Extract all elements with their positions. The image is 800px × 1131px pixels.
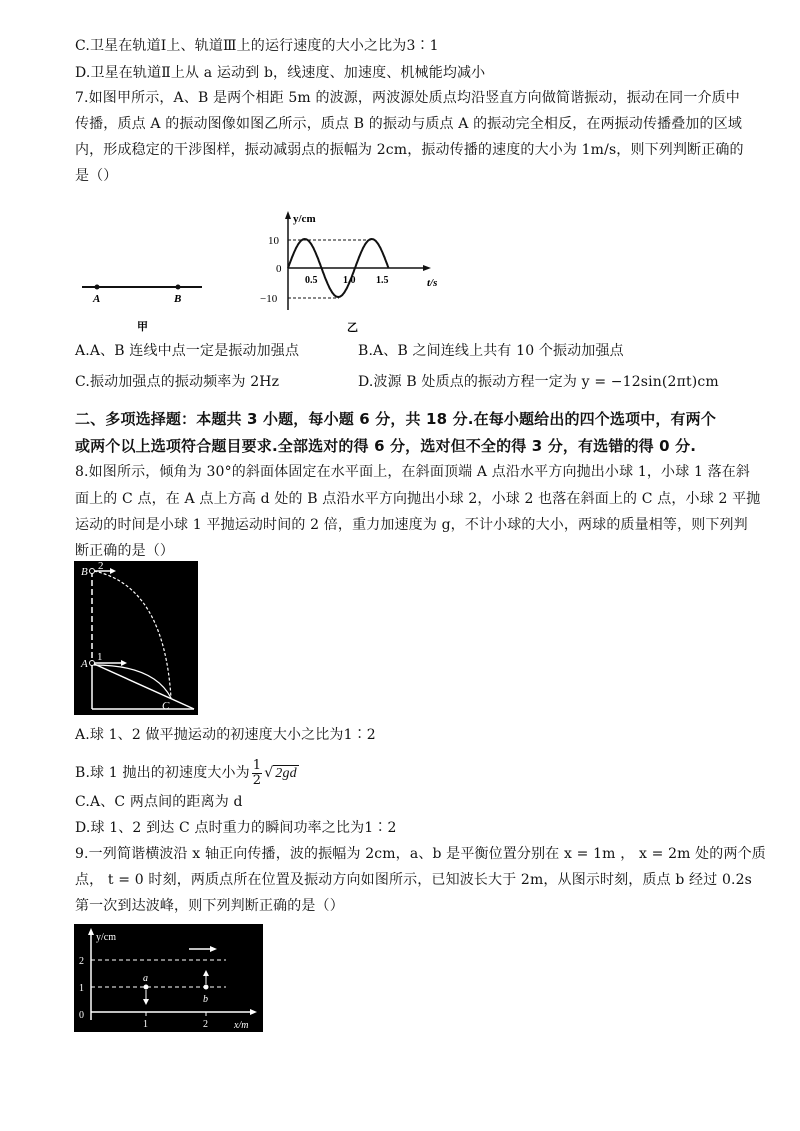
label-a: A [81, 658, 88, 670]
q8-stem-line: 运动的时间是小球 1 平抛运动时间的 2 倍，重力加速度为 g，不计小球的大小，两球的质量相等，则下列判 [75, 517, 748, 533]
q8-option-d: D.球 1、2 到达 C 点时重力的瞬间功率之比为1∶2 [75, 820, 397, 836]
label-a: a [143, 973, 148, 984]
caption-yi: 乙 [347, 322, 358, 334]
q7-stem-line: 传播，质点 A 的振动图像如图乙所示，质点 B 的振动与质点 A 的振动完全相反，在两振动传播叠加的区域 [75, 116, 743, 132]
figure-q9-wave [74, 924, 263, 1032]
q7-option-a: A.A、B 连线中点一定是振动加强点 [75, 343, 300, 359]
figure-q8-projectile [74, 561, 198, 715]
point-a [90, 661, 95, 666]
point-b [90, 569, 95, 574]
figure-yi-vibration-graph [255, 210, 445, 335]
label-b: b [203, 994, 208, 1005]
sqrt-content: 2gd [275, 766, 297, 781]
label-c: C [162, 700, 170, 712]
x-tick: 1.5 [376, 275, 389, 286]
q8-option-b [75, 758, 299, 789]
label-ball-2: 2 [98, 561, 104, 572]
q8-stem-line: 8.如图所示，倾角为 30°的斜面体固定在水平面上，在斜面顶端 A 点沿水平方向抛出小球 1，小球 1 落在斜 [75, 464, 751, 480]
q8-option-c: C.A、C 两点间的距离为 d [75, 794, 243, 810]
y-tick: 0 [79, 1010, 84, 1021]
y-tick: 2 [79, 956, 84, 967]
x-tick: 1 [143, 1019, 148, 1030]
label-b: B [81, 566, 88, 578]
y-tick: 1 [79, 983, 84, 994]
sqrt-icon: √ [264, 765, 274, 781]
q8-option-b-text: B.球 1 抛出的初速度大小为 [75, 765, 250, 781]
label-a: A [93, 293, 101, 305]
label-ball-1: 1 [97, 651, 103, 663]
y-axis-arrow-icon [285, 211, 291, 219]
point-a [95, 285, 100, 290]
numerator: 1 [252, 757, 262, 773]
q7-stem-line: 内，形成稳定的干涉图样，振动减弱点的振幅为 2cm，振动传播的速度的大小为 1m/s，则下列判断正确的 [75, 142, 744, 158]
x-tick: 2 [203, 1019, 208, 1030]
label-b: B [174, 293, 182, 305]
y-tick-10: 10 [268, 235, 279, 247]
q8-option-a: A.球 1、2 做平抛运动的初速度大小之比为1∶2 [75, 727, 376, 743]
x-axis-label: x/m [234, 1020, 249, 1031]
fraction [252, 759, 262, 788]
q9-stem-line: 9.一列简谐横波沿 x 轴正向传播，波的振幅为 2cm，a、b 是平衡位置分别在 x = 1m ， x = 2m 处的两个质 [75, 846, 766, 862]
q7-option-b: B.A、B 之间连线上共有 10 个振动加强点 [358, 343, 624, 359]
x-tick: 1.0 [343, 275, 356, 286]
x-axis-arrow-icon [423, 265, 431, 271]
point-a [144, 985, 149, 990]
q6-option-c: C.卫星在轨道Ⅰ上、轨道Ⅲ上的运行速度的大小之比为3∶1 [75, 38, 439, 54]
q7-stem-line: 是（） [75, 168, 118, 184]
q8-stem-line: 断正确的是（） [75, 543, 175, 559]
point-b [204, 985, 209, 990]
x-axis-label: t/s [427, 277, 438, 289]
q9-stem-line: 点， t = 0 时刻，两质点所在位置及振动方向如图所示，已知波长大于 2m，从图示时刻，质点 b 经过 0.2s [75, 872, 753, 888]
figure-jia [70, 270, 220, 340]
y-axis-label: y/cm [96, 932, 116, 943]
y-axis-label: y/cm [293, 213, 316, 225]
section-heading: 或两个以上选项符合题目要求.全部选对的得 6 分，选对但不全的得 3 分，有选错的得 0 分. [75, 437, 697, 455]
x-tick: 0.5 [305, 275, 318, 286]
q7-option-c: C.振动加强点的振动频率为 2Hz [75, 374, 280, 390]
y-tick-0: 0 [276, 263, 282, 275]
q9-stem-line: 第一次到达波峰，则下列判断正确的是（） [75, 898, 344, 914]
q6-option-d: D.卫星在轨道Ⅱ上从 a 运动到 b，线速度、加速度、机械能均减小 [75, 65, 486, 81]
y-tick-minus-10: −10 [260, 293, 278, 305]
q8-stem-line: 面上的 C 点，在 A 点上方高 d 处的 B 点沿水平方向抛出小球 2，小球 2 也落在斜面上的 C 点，小球 2 平抛 [75, 491, 761, 507]
q7-stem-line: 7.如图甲所示，A、B 是两个相距 5m 的波源，两波源处质点均沿竖直方向做简谐振动，振动在同一介质中 [75, 90, 740, 106]
denominator: 2 [252, 772, 262, 788]
q7-option-d: D.波源 B 处质点的振动方程一定为 y = −12sin(2πt)cm [358, 374, 719, 390]
section-heading: 二、多项选择题：本题共 3 小题，每小题 6 分，共 18 分.在每小题给出的四个选项中，有两个 [75, 410, 716, 428]
caption-jia: 甲 [137, 321, 148, 333]
point-b [176, 285, 181, 290]
